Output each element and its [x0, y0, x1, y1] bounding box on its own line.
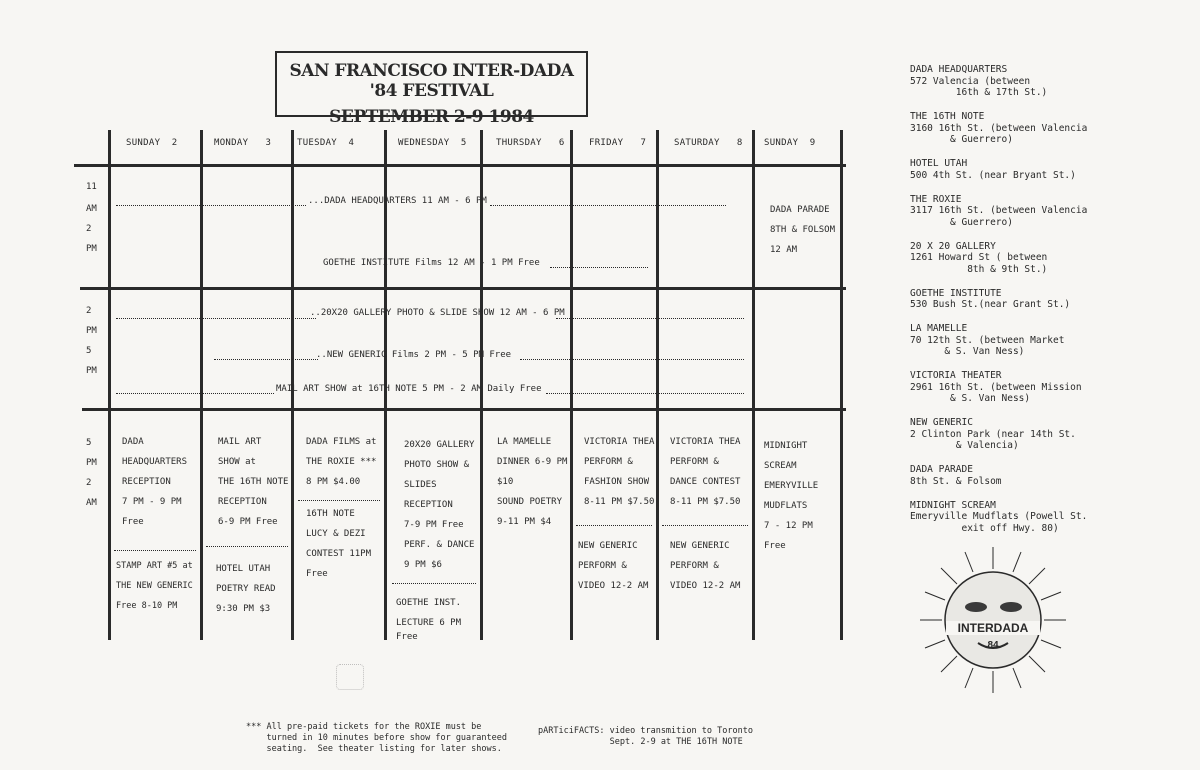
time-label: 5: [86, 438, 92, 448]
leader-dots: [214, 359, 318, 360]
event-dada-hq-daily: ...DADA HEADQUARTERS 11 AM - 6 PM: [308, 196, 487, 206]
day-header-tue4: TUESDAY 4: [297, 138, 355, 148]
event-mon3-hotel-utah: HOTEL UTAH POETRY READ 9:30 PM $3: [216, 564, 276, 614]
event-wed5-goethe: GOETHE INST. LECTURE 6 PM Free: [396, 598, 462, 642]
grid-col-2: [200, 130, 203, 640]
interdada-sun-logo: [918, 545, 1068, 695]
day-header-sun9: SUNDAY 9: [764, 138, 816, 148]
day-header-sun2: SUNDAY 2: [126, 138, 178, 148]
grid-col-9: [840, 130, 843, 640]
leader-dots: [116, 205, 306, 206]
cell-divider: [206, 546, 288, 547]
time-label: AM: [86, 498, 97, 508]
grid-col-8: [752, 130, 755, 640]
event-mail-art-show: MAIL ART SHOW at 16TH NOTE 5 PM - 2 AM Daily Free: [276, 384, 542, 394]
day-header-mon3: MONDAY 3: [214, 138, 272, 148]
event-wed5-gallery: 20X20 GALLERY PHOTO SHOW & SLIDES RECEPTION 7-9 PM Free PERF. & DANCE 9 PM $6: [404, 440, 475, 570]
festival-dates: SEPTEMBER 2-9 1984: [329, 107, 534, 127]
logo-year: 84: [987, 640, 999, 651]
leader-dots: [550, 267, 648, 268]
time-label: PM: [86, 244, 97, 254]
participacts-note: pARTiciFACTS: video transmition to Toronto Sept. 2-9 at THE 16TH NOTE: [538, 726, 753, 747]
event-tue4-lucy-dezi: 16TH NOTE LUCY & DEZI CONTEST 11PM Free: [306, 509, 372, 579]
event-sat8-victoria: VICTORIA THEA PERFORM & DANCE CONTEST 8-11 PM $7.50: [670, 437, 741, 507]
location-la-mamelle: LA MAMELLE 70 12th St. (between Market & S. Van Ness): [910, 323, 1065, 357]
cell-divider: [576, 525, 652, 526]
location-20x20-gallery: 20 X 20 GALLERY 1261 Howard St ( between 8th & 9th St.): [910, 240, 1048, 275]
cell-divider: [392, 583, 476, 584]
festival-title: SAN FRANCISCO INTER-DADA '84 FESTIVAL: [289, 61, 574, 101]
time-label: 11: [86, 182, 97, 192]
event-sun9-midnight-scream: MIDNIGHT SCREAM EMERYVILLE MUDFLATS 7 - 12 PM Free: [764, 441, 819, 551]
location-midnight-scream: MIDNIGHT SCREAM Emeryville Mudflats (Powell St. exit off Hwy. 80): [910, 499, 1088, 534]
time-label: PM: [86, 458, 97, 468]
time-label: AM: [86, 204, 97, 214]
leader-dots: [546, 393, 744, 394]
grid-col-7: [656, 130, 659, 640]
event-sun2-reception: DADA HEADQUARTERS RECEPTION 7 PM - 9 PM Free: [122, 437, 188, 527]
location-victoria: VICTORIA THEATER 2961 16th St. (between Mission & S. Van Ness): [910, 370, 1082, 404]
grid-line-2pm: [80, 287, 846, 290]
event-mon3-mail-art: MAIL ART SHOW at THE 16TH NOTE RECEPTION 6-9 PM Free: [218, 437, 289, 527]
time-label: 2: [86, 478, 92, 488]
ink-smudge: [336, 664, 364, 690]
time-label: PM: [86, 326, 97, 336]
cell-divider: [298, 500, 380, 501]
leader-dots: [490, 205, 726, 206]
location-16th-note: THE 16TH NOTE 3160 16th St. (between Valencia & Guerrero): [910, 111, 1088, 145]
leader-dots: [116, 393, 274, 394]
time-label: PM: [86, 366, 97, 376]
event-new-generic-films: ..NEW GENERIC Films 2 PM - 5 PM Free: [316, 350, 512, 360]
event-sun2-stamp-art: STAMP ART #5 at THE NEW GENERIC Free 8-10 PM: [116, 561, 193, 611]
day-header-thu6: THURSDAY 6: [496, 138, 565, 148]
time-label: 2: [86, 224, 92, 234]
leader-dots: [116, 318, 316, 319]
event-gallery-show: ..20X20 GALLERY PHOTO & SLIDE SHOW 12 AM - 6 PM: [310, 308, 565, 318]
event-thu6-la-mamelle: LA MAMELLE DINNER 6-9 PM $10 SOUND POETRY 9-11 PM $4: [497, 437, 568, 527]
day-header-sat8: SATURDAY 8: [674, 138, 743, 148]
event-dada-parade: DADA PARADE 8TH & FOLSOM 12 AM: [770, 205, 836, 255]
time-label: 2: [86, 306, 92, 316]
time-label: 5: [86, 346, 92, 356]
location-dada-hq: DADA HEADQUARTERS 572 Valencia (between 16th & 17th St.): [910, 64, 1048, 98]
grid-col-1: [108, 130, 111, 640]
cell-divider: [662, 525, 748, 526]
location-hotel-utah: HOTEL UTAH 500 4th St. (near Bryant St.): [910, 158, 1076, 181]
grid-col-6: [570, 130, 573, 640]
grid-header-line: [74, 164, 846, 167]
location-goethe: GOETHE INSTITUTE 530 Bush St.(near Grant St.): [910, 287, 1071, 310]
event-tue4-roxie-films: DADA FILMS at THE ROXIE *** 8 PM $4.00: [306, 437, 377, 487]
leader-dots: [556, 318, 744, 319]
event-goethe-films: GOETHE INSTITUTE Films 12 AM - 1 PM Free: [323, 258, 540, 268]
locations-list: [910, 64, 1190, 547]
roxie-footnote: *** All pre-paid tickets for the ROXIE must be turned in 10 minutes before show for guaranteed seating. See theater listing for later shows.: [246, 722, 507, 754]
location-roxie: THE ROXIE 3117 16th St. (between Valencia & Guerrero): [910, 193, 1088, 228]
logo-text: INTERDADA: [957, 621, 1029, 635]
location-new-generic: NEW GENERIC 2 Clinton Park (near 14th St. & Valencia): [910, 417, 1076, 451]
event-sat8-new-generic: NEW GENERIC PERFORM & VIDEO 12-2 AM: [670, 541, 741, 591]
location-dada-parade: DADA PARADE 8th St. & Folsom: [910, 464, 1002, 487]
day-header-fri7: FRIDAY 7: [589, 138, 647, 148]
event-fri7-new-generic: NEW GENERIC PERFORM & VIDEO 12-2 AM: [578, 541, 649, 591]
day-header-wed5: WEDNESDAY 5: [398, 138, 467, 148]
cell-divider: [114, 550, 196, 551]
leader-dots: [520, 359, 744, 360]
grid-line-5pm: [82, 408, 846, 411]
event-fri7-victoria: VICTORIA THEA PERFORM & FASHION SHOW 8-11 PM $7.50: [584, 437, 655, 507]
